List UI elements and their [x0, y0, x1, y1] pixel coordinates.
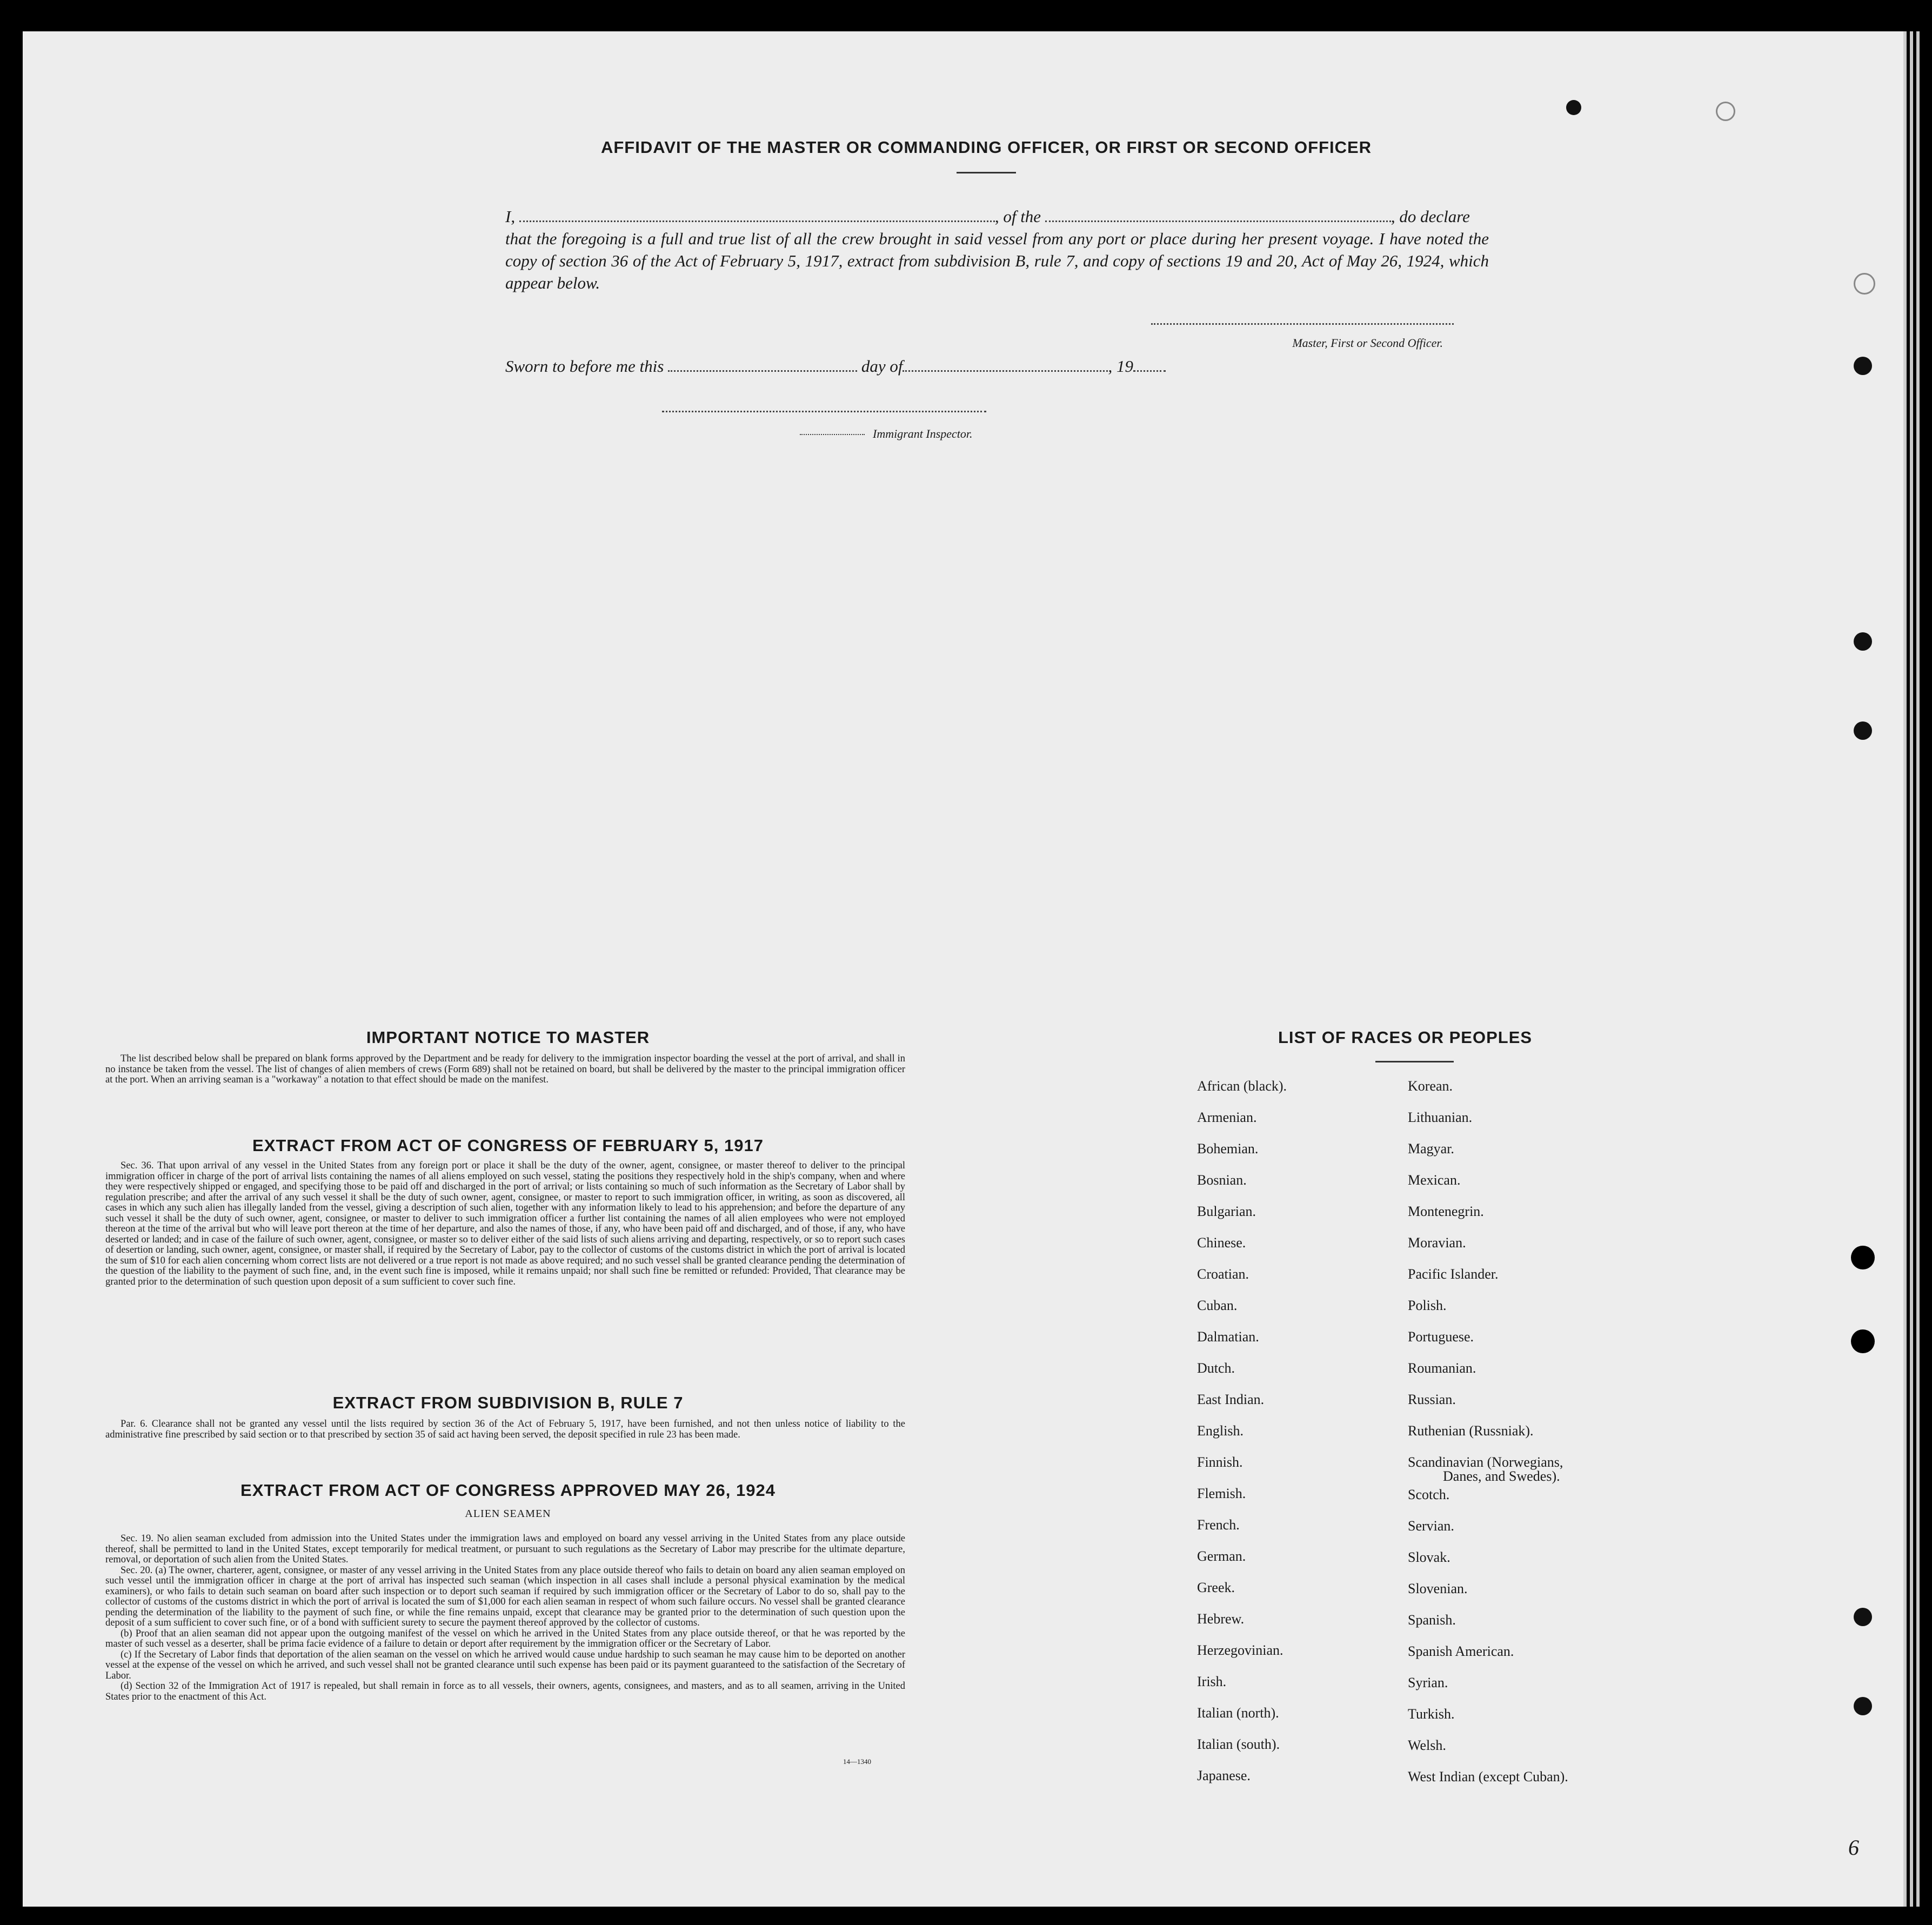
race-item: Moravian. — [1408, 1235, 1466, 1251]
form-number: 14—1340 — [843, 1757, 871, 1766]
race-item: Korean. — [1408, 1078, 1453, 1094]
divider — [957, 172, 1016, 173]
inspector-dots — [800, 434, 865, 435]
extract-1924-subtitle: ALIEN SEAMEN — [465, 1508, 551, 1520]
punch-hole — [1854, 721, 1872, 740]
race-item: Slovenian. — [1408, 1581, 1468, 1596]
race-item: Scandinavian (Norwegians, — [1408, 1454, 1563, 1470]
sworn-line — [505, 357, 1262, 376]
punch-hole — [1854, 1697, 1872, 1715]
extract-1917-body — [105, 1161, 905, 1287]
race-item: Roumanian. — [1408, 1360, 1476, 1376]
race-item: Ruthenian (Russniak). — [1408, 1423, 1534, 1439]
race-item: Polish. — [1408, 1298, 1447, 1313]
race-item: Irish. — [1197, 1674, 1227, 1689]
affidavit-of-label: , of the — [994, 207, 1041, 226]
section-19-text: Sec. 19. No alien seaman excluded from admission into the United States under the immigration laws and employed on board any vessel arriving in the United States from any place outside thereof, shall be permitted to land in the United States, except temporarily for medical treatment, or pursuant to such regulations as the Secretary of Labor may prescribe for the ultimate departure, removal, or deportation of such alien from the United States. — [105, 1533, 905, 1565]
page-number: 6 — [1848, 1835, 1859, 1860]
race-item: Montenegrin. — [1408, 1204, 1484, 1219]
race-item: Magyar. — [1408, 1141, 1454, 1157]
sworn-month-field[interactable] — [903, 370, 1108, 372]
section-36-text: Sec. 36. That upon arrival of any vessel in the United States from any foreign port or place it shall be the duty of the owner, agent, consignee, or master thereof to deliver to the principal immigration officer in charge of the port of arrival lists containing the names of all aliens employed on such vessel, stating the positions they respectively hold in the ship's company, when and where they were respectively shipped or engaged, and specifying those to be paid off and discharged in the port of arrival; or lists containing so much of such information as the Secretary of Labor shall by regulation prescribe; and after the arrival of any such vessel it shall be the duty of such owner, agent, consignee, or master to report to such immigration officer, in writing, as soon as discovered, all cases in which any such alien has illegally landed from the vessel, giving a description of such alien, together with any information likely to lead to his apprehension; and before the departure of any such vessel it shall be the duty of such owner, agent, consignee, or master to deliver to such immigration officer a further list containing the names of all alien employees who were not employed thereon at the time of the arrival but who will leave port thereon at the time of her departure, and also the names of those, if any, who have been paid off and discharged, and of those, if any, who have deserted or landed; and in case of the failure of such owner, agent, consignee, or master so to deliver either of the said lists of such aliens arriving and departing, respectively, or so to report such cases of desertion or landing, such owner, agent, consignee, or master shall, if required by the Secretary of Labor, pay to the collector of customs of the customs district in which the port of arrival is located the sum of $10 for each alien concerning whom correct lists are not delivered or a true report is not made as above required; and no such vessel shall be granted clearance pending the determination of the question of the liability to the payment of such fine, and, in the event such fine is imposed, while it remains unpaid; nor shall such fine be remitted or refunded: Provided, That clearance may be granted prior to the determination of such question upon deposit of a sum sufficient to cover such fine. — [105, 1160, 905, 1287]
punch-hole — [1566, 100, 1581, 115]
section-20d-text: (d) Section 32 of the Immigration Act of 1917 is repealed, but shall remain in force as to all vessels, their owners, agents, consignees, and masters, and as to all seamen, arriving in the United States prior to the enactment of this Act. — [105, 1681, 905, 1702]
punch-hole — [1851, 1329, 1875, 1353]
divider — [1375, 1061, 1454, 1062]
rule-7-text: Par. 6. Clearance shall not be granted any vessel until the lists required by section 36 of the Act of February 5, 1917, have been furnished, and not then unless notice of liability to the administrative fine prescribed by said section or to that prescribed by section 35 of said act having been served, the deposit specified in rule 23 has been made. — [105, 1419, 905, 1440]
extract-1924-title: EXTRACT FROM ACT OF CONGRESS APPROVED MAY 26, 1924 — [240, 1481, 776, 1500]
race-item: Chinese. — [1197, 1235, 1246, 1251]
inspector-signature-field[interactable] — [662, 411, 986, 412]
race-item: Spanish American. — [1408, 1643, 1514, 1659]
punch-hole — [1716, 102, 1735, 121]
affidavit-declare-label: , do declare — [1390, 207, 1470, 226]
race-item: Mexican. — [1408, 1172, 1461, 1188]
extract-rule7-body — [105, 1419, 905, 1440]
race-item: Servian. — [1408, 1518, 1454, 1534]
race-item: East Indian. — [1197, 1392, 1265, 1407]
day-of-label: day of — [861, 357, 903, 376]
race-item: Portuguese. — [1408, 1329, 1474, 1345]
master-signature-field[interactable] — [1151, 323, 1454, 325]
extract-1917-title: EXTRACT FROM ACT OF CONGRESS OF FEBRUARY 5, 1917 — [252, 1136, 764, 1155]
race-item: Scotch. — [1408, 1487, 1450, 1502]
race-item: Italian (north). — [1197, 1705, 1279, 1721]
race-item: Syrian. — [1408, 1675, 1448, 1690]
notice-body — [105, 1054, 905, 1086]
notice-title: IMPORTANT NOTICE TO MASTER — [366, 1028, 650, 1047]
race-item: Bosnian. — [1197, 1172, 1247, 1188]
affidavit-title: AFFIDAVIT OF THE MASTER OR COMMANDING OFFICER, OR FIRST OR SECOND OFFICER — [600, 138, 1372, 157]
section-20b-text: (b) Proof that an alien seaman did not appear upon the outgoing manifest of the vessel on which he arrived in the United States from any place outside thereof, or that he was reported by the master of such vessel as a deserter, shall be prima facie evidence of a failure to detain or deport after requirement by the immigration officer or the Secretary of Labor. — [105, 1628, 905, 1649]
races-title: LIST OF RACES OR PEOPLES — [1278, 1028, 1533, 1047]
race-item: Flemish. — [1197, 1486, 1246, 1501]
section-20a-text: Sec. 20. (a) The owner, charterer, agent, consignee, or master of any vessel arriving in the United States from any place outside thereof who fails to detain on board any alien seaman employed on such vessel until the immigration officer in charge at the port of arrival has inspected such seaman (which inspection in all cases shall include a personal physical examination by the medical examiners), or who fails to detain such seaman on board after such inspection or to deport such seaman if required by such immigration officer or the Secretary of Labor to do so, shall pay to the collector of customs of the customs district in which the port of arrival is located the sum of $1,000 for each alien seaman in respect of whom such failure occurs. No vessel shall be granted clearance pending the determination of the liability to the payment of such fine, or while the fine remains unpaid, except that clearance may be granted prior to the determination of such question upon the deposit of a sum sufficient to cover such fine, or of a bond with sufficient surety to secure the payment thereof approved by the collector of customs. — [105, 1565, 905, 1628]
race-item: West Indian (except Cuban). — [1408, 1769, 1568, 1784]
extract-1924-body — [105, 1534, 905, 1702]
race-item: Welsh. — [1408, 1737, 1446, 1753]
race-item: Greek. — [1197, 1580, 1235, 1595]
race-item: French. — [1197, 1517, 1240, 1533]
race-item: Pacific Islander. — [1408, 1266, 1499, 1282]
punch-hole — [1854, 632, 1872, 651]
race-item: African (black). — [1197, 1078, 1287, 1094]
race-item: Cuban. — [1197, 1298, 1238, 1313]
master-signature-label: Master, First or Second Officer. — [1292, 336, 1443, 350]
race-item: Armenian. — [1197, 1109, 1257, 1125]
races-column-left — [1197, 1078, 1402, 1792]
race-item: Italian (south). — [1197, 1736, 1280, 1752]
inspector-label: Immigrant Inspector. — [873, 427, 973, 440]
race-item: Lithuanian. — [1408, 1109, 1473, 1125]
race-item: Herzegovinian. — [1197, 1642, 1283, 1658]
notice-paragraph: The list described below shall be prepared on blank forms approved by the Department and be ready for delivery to the immigration inspector boarding the vessel at the port of arrival, and shall in no instance be taken from the vessel. The list of changes of alien members of crews (Form 689) shall not be retained on board, but shall be delivered by the master to the principal immigration officer at the port. When an arriving seaman is a "workaway" a notation to that effect should be made on the manifest. — [105, 1053, 905, 1085]
affidavit-body: that the foregoing is a full and true list of all the crew brought in said vessel from any port or place during her present voyage. I have noted the copy of section 36 of the Act of February 5, 1917, extract from subdivision B, rule 7, and copy of sections 19 and 20, Act of May 26, 1924, which appear below. — [505, 229, 1489, 292]
sworn-day-field[interactable] — [668, 370, 857, 372]
race-item: Bohemian. — [1197, 1141, 1259, 1157]
race-item: Bulgarian. — [1197, 1204, 1256, 1219]
punch-hole — [1851, 1246, 1875, 1269]
punch-hole — [1854, 273, 1875, 295]
race-item: Japanese. — [1197, 1768, 1251, 1783]
race-item: Slovak. — [1408, 1549, 1450, 1565]
race-item: Spanish. — [1408, 1612, 1456, 1628]
affidavit-declaration — [505, 205, 1489, 294]
extract-rule7-title: EXTRACT FROM SUBDIVISION B, RULE 7 — [332, 1393, 684, 1412]
race-item: Russian. — [1408, 1392, 1456, 1407]
race-item: Hebrew. — [1197, 1611, 1245, 1627]
race-item: German. — [1197, 1548, 1246, 1564]
race-item: English. — [1197, 1423, 1244, 1439]
race-item: Dutch. — [1197, 1360, 1235, 1376]
sworn-year-field[interactable] — [1133, 370, 1166, 372]
race-item: Turkish. — [1408, 1706, 1455, 1722]
races-column-right — [1408, 1078, 1678, 1792]
master-name-field[interactable] — [519, 220, 995, 222]
race-item-continuation: Danes, and Swedes). — [1443, 1468, 1560, 1484]
race-item: Finnish. — [1197, 1454, 1243, 1470]
vessel-name-field[interactable] — [1045, 220, 1391, 222]
punch-hole — [1854, 357, 1872, 375]
race-item: Croatian. — [1197, 1266, 1249, 1282]
sworn-label: Sworn to before me this — [505, 357, 664, 376]
punch-hole — [1854, 1608, 1872, 1626]
section-20c-text: (c) If the Secretary of Labor finds that deportation of the alien seaman on the vessel on which he arrived would cause undue hardship to such seaman he may cause him to be deported on another vessel at the expense of the vessel on which he arrived, and such vessel shall not be granted clearance until such expense has been paid or its payment guaranteed to the satisfaction of the Secretary of Labor. — [105, 1649, 905, 1681]
affidavit-i-label: I, — [505, 207, 516, 226]
year-label: , 19 — [1108, 357, 1133, 376]
race-item: Dalmatian. — [1197, 1329, 1259, 1345]
